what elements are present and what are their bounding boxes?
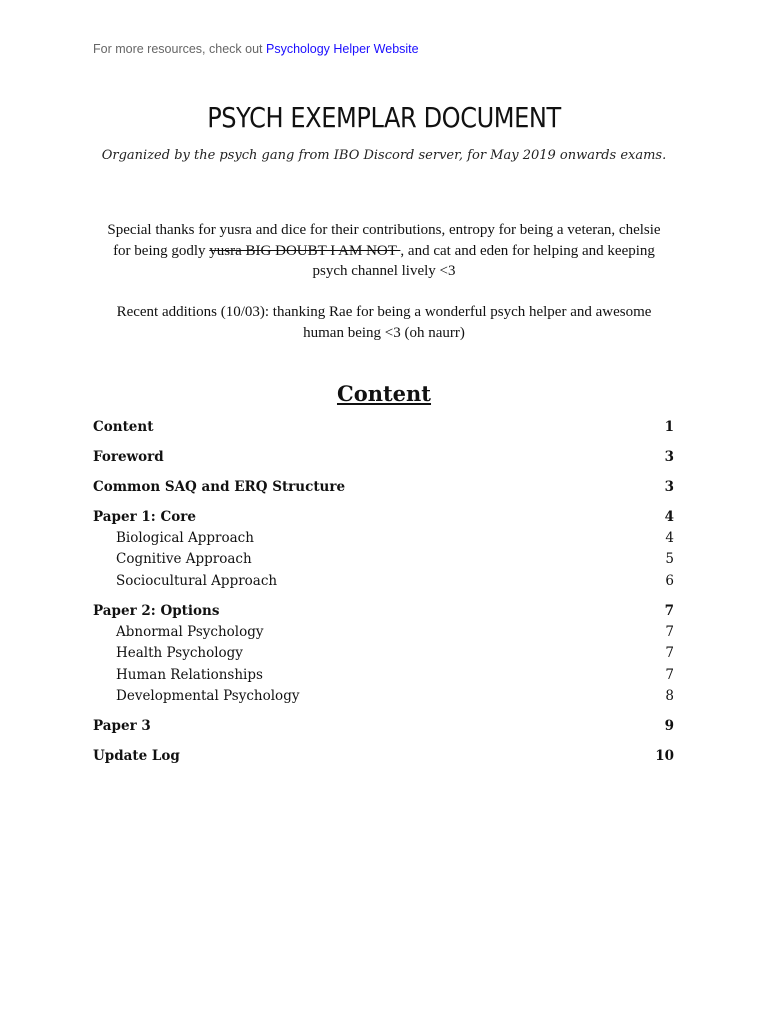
- table-of-contents: [93, 0, 674, 1024]
- resources-text: For more resources, check out: [93, 42, 266, 56]
- toc-entry-page-number: 1: [664, 419, 674, 435]
- toc-entry-page-number: 7: [664, 603, 674, 619]
- toc-entry-label: Foreword: [93, 449, 164, 465]
- toc-entry-label: Content: [93, 419, 154, 435]
- toc-entry-page-number: 4: [664, 509, 674, 525]
- toc-entry-label: Common SAQ and ERQ Structure: [93, 479, 346, 495]
- toc-entry-label: Abnormal Psychology: [116, 624, 264, 640]
- psychology-helper-link[interactable]: Psychology Helper Website: [265, 42, 419, 56]
- toc-entry[interactable]: [93, 479, 674, 495]
- content-heading: Content: [336, 381, 432, 406]
- toc-entry[interactable]: [93, 688, 674, 704]
- toc-entry[interactable]: [93, 419, 674, 435]
- toc-entry[interactable]: [93, 573, 674, 589]
- thanks-strikethrough-text: yusra BIG DOUBT I AM NOT: [209, 242, 401, 259]
- toc-entry-label: Developmental Psychology: [116, 688, 300, 704]
- document-title: PSYCH EXEMPLAR DOCUMENT: [207, 101, 561, 134]
- toc-entry-label: Update Log: [93, 748, 180, 764]
- toc-entry[interactable]: [93, 748, 674, 764]
- toc-entry[interactable]: [93, 624, 674, 640]
- toc-entry-page-number: 7: [665, 667, 674, 683]
- document-subtitle: Organized by the psych gang from IBO Discord server, for May 2019 onwards exams.: [101, 148, 667, 163]
- toc-entry[interactable]: [93, 551, 674, 567]
- toc-entry-page-number: 7: [665, 624, 674, 640]
- recent-additions-paragraph: Recent additions (10/03): thanking Rae for being a wonderful psych helper and awesome human being <3 (oh naurr): [116, 304, 652, 341]
- toc-entry-label: Sociocultural Approach: [116, 573, 278, 589]
- toc-entry-label: Biological Approach: [116, 530, 254, 546]
- toc-entry-page-number: 4: [665, 530, 674, 546]
- toc-entry[interactable]: [93, 603, 674, 619]
- thanks-text-part1: Special thanks for yusra and dice for their contributions, entropy for being a veteran, chelsie for being godly: [107, 222, 661, 259]
- toc-entry-page-number: 5: [665, 551, 674, 567]
- toc-entry-label: Paper 1: Core: [93, 509, 196, 525]
- toc-entry[interactable]: [93, 509, 674, 525]
- toc-entry[interactable]: [93, 530, 674, 546]
- toc-entry-page-number: 9: [664, 718, 674, 734]
- toc-entry[interactable]: [93, 449, 674, 465]
- toc-entry-label: Cognitive Approach: [116, 551, 252, 567]
- toc-entry-page-number: 10: [655, 748, 674, 764]
- toc-entry[interactable]: [93, 718, 674, 734]
- toc-entry-page-number: 7: [665, 645, 674, 661]
- toc-entry-label: Paper 3: [93, 718, 151, 734]
- thanks-text-part2: , and cat and eden for helping and keeping psych channel lively <3: [312, 242, 655, 279]
- toc-entry-page-number: 8: [665, 688, 674, 704]
- toc-entry-label: Paper 2: Options: [93, 603, 220, 619]
- toc-entry-label: Human Relationships: [116, 667, 263, 683]
- toc-entry-page-number: 3: [664, 449, 674, 465]
- toc-entry-page-number: 6: [665, 573, 674, 589]
- toc-entry-label: Health Psychology: [116, 645, 243, 661]
- toc-entry[interactable]: [93, 645, 674, 661]
- toc-entry-page-number: 3: [664, 479, 674, 495]
- toc-entry[interactable]: [93, 667, 674, 683]
